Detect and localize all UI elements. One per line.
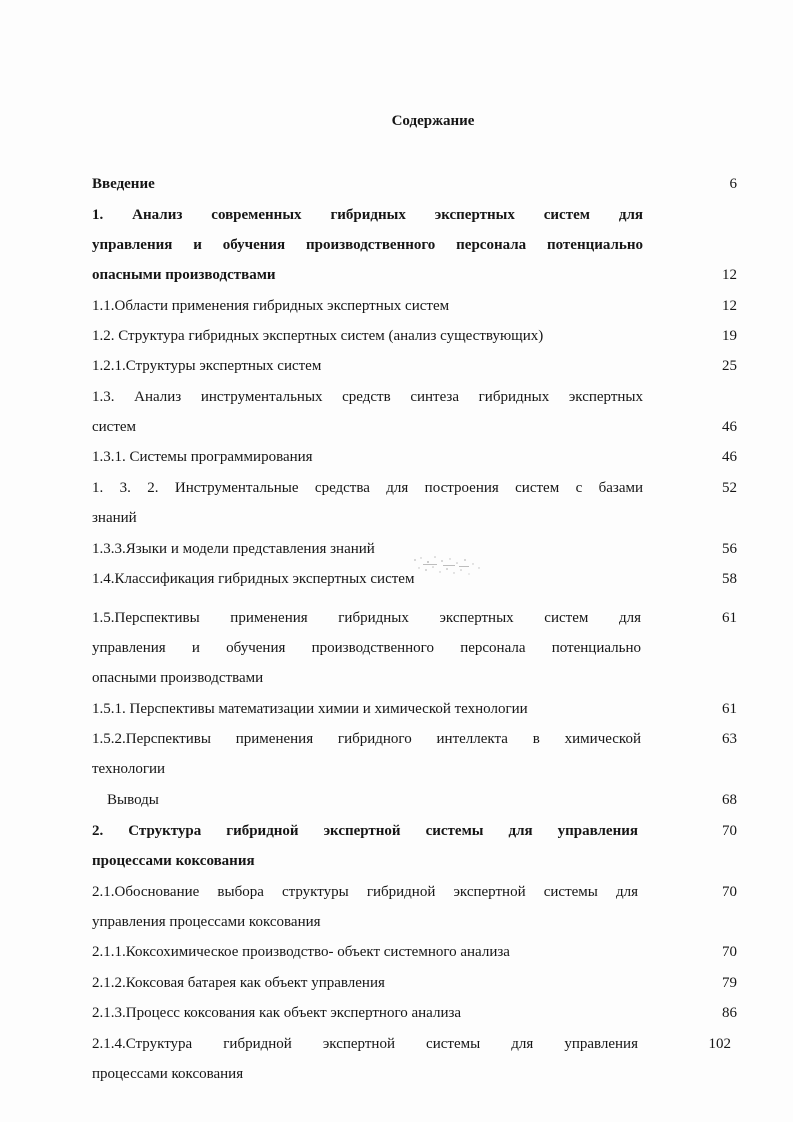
toc-entry-1-5-line3: опасными производствами <box>92 670 264 686</box>
toc-entry-1-5-line1: 1.5.Перспективы применения гибридных экспертных систем для <box>92 610 641 626</box>
toc-page-number: 68 <box>722 792 737 808</box>
toc-page-number: 70 <box>722 823 737 839</box>
toc-page-number: 63 <box>722 731 737 747</box>
toc-entry-1-2-1: 1.2.1.Структуры экспертных систем <box>92 358 322 374</box>
toc-entry-2-1-4-line1: 2.1.4.Структура гибридной экспертной системы для управления <box>92 1036 638 1052</box>
toc-entry-1-3-3: 1.3.3.Языки и модели представления знаний <box>92 541 375 557</box>
toc-entry-chapter1-line3: опасными производствами <box>92 267 276 283</box>
toc-entry-1-5-2-line2: технологии <box>92 761 166 777</box>
toc-entry-1-2: 1.2. Структура гибридных экспертных систем (анализ существующих) <box>92 328 544 344</box>
toc-page-number: 46 <box>722 449 737 465</box>
toc-entry-1-5-2-line1: 1.5.2.Перспективы применения гибридного интеллекта в химической <box>92 731 641 747</box>
toc-entry-2-1-line2: управления процессами коксования <box>92 914 321 930</box>
toc-entry-chapter1-line2: управления и обучения производственного персонала потенциально <box>92 237 643 253</box>
toc-entry-1-5-line2: управления и обучения производственного персонала потенциально <box>92 640 641 656</box>
toc-entry-2-1-1: 2.1.1.Коксохимическое производство- объект системного анализа <box>92 944 510 960</box>
toc-entry-1-3-2-line1: 1. 3. 2. Инструментальные средства для построения систем с базами <box>92 480 643 496</box>
toc-entry-2-1-3: 2.1.3.Процесс коксования как объект экспертного анализа <box>92 1005 462 1021</box>
toc-entry-1-3-line1: 1.3. Анализ инструментальных средств синтеза гибридных экспертных <box>92 389 643 405</box>
toc-page-number: 61 <box>722 610 737 626</box>
toc-entry-conclusions: Выводы <box>107 792 159 808</box>
toc-page-number: 79 <box>722 975 737 991</box>
toc-entry-1-5-1: 1.5.1. Перспективы математизации химии и химической технологии <box>92 701 528 717</box>
toc-page-number: 52 <box>722 480 737 496</box>
toc-entry-1-3-line2: систем <box>92 419 137 435</box>
toc-entry-2-1-2: 2.1.2.Коксовая батарея как объект управления <box>92 975 385 991</box>
toc-page-number: 61 <box>722 701 737 717</box>
toc-page-number: 102 <box>708 1036 731 1052</box>
toc-page-number: 70 <box>722 884 737 900</box>
toc-page-number: 12 <box>722 298 737 314</box>
toc-entry-chapter1-line1: 1. Анализ современных гибридных экспертных систем для <box>92 207 643 223</box>
toc-page-number: 70 <box>722 944 737 960</box>
toc-entry-2-1-4-line2: процессами коксования <box>92 1066 244 1082</box>
toc-page-number: 12 <box>722 267 737 283</box>
stamp-smudge-icon <box>395 548 495 588</box>
toc-page-number: 6 <box>729 176 737 192</box>
toc-page-number: 58 <box>722 571 737 587</box>
toc-page-number: 19 <box>722 328 737 344</box>
toc-entry-chapter2-line1: 2. Структура гибридной экспертной системы для управления <box>92 823 638 839</box>
toc-page-number: 46 <box>722 419 737 435</box>
toc-entry-chapter2-line2: процессами коксования <box>92 853 255 869</box>
toc-page-number: 25 <box>722 358 737 374</box>
toc-page-number: 56 <box>722 541 737 557</box>
toc-entry-1-3-2-line2: знаний <box>92 510 137 526</box>
toc-page-number: 86 <box>722 1005 737 1021</box>
toc-entry-1-4: 1.4.Классификация гибридных экспертных систем <box>92 571 415 587</box>
toc-entry-intro: Введение <box>92 176 155 192</box>
toc-title: Содержание <box>391 113 475 129</box>
toc-entry-2-1-line1: 2.1.Обоснование выбора структуры гибридной экспертной системы для <box>92 884 638 900</box>
toc-entry-1-1: 1.1.Области применения гибридных экспертных систем <box>92 298 450 314</box>
toc-entry-1-3-1: 1.3.1. Системы программирования <box>92 449 313 465</box>
